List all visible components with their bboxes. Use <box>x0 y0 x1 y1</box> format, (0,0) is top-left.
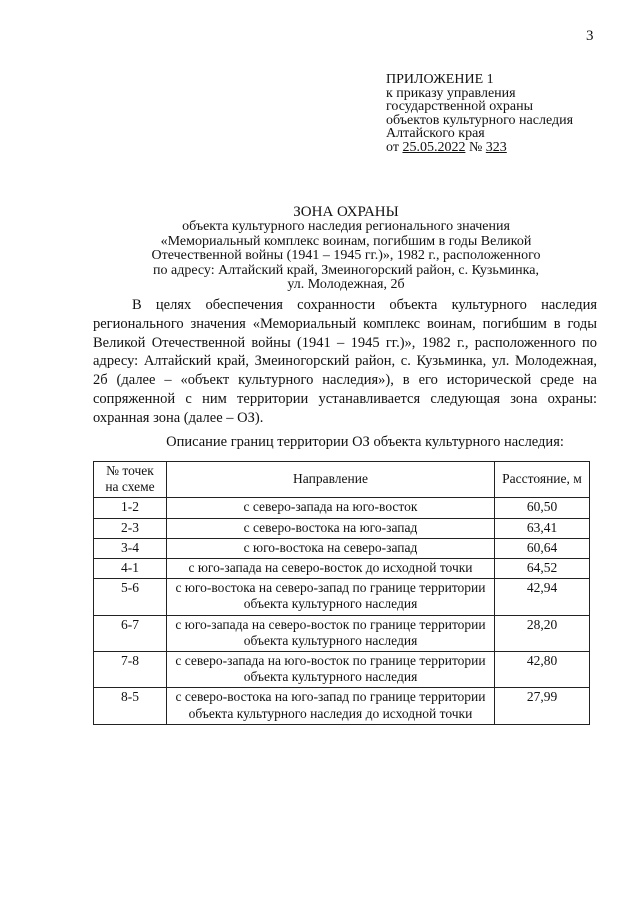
cell-points: 5-6 <box>94 579 167 615</box>
page-number: 3 <box>586 28 594 44</box>
cell-points: 2-3 <box>94 518 167 538</box>
header-points: № точек на схеме <box>94 462 167 498</box>
cell-direction: с северо-запада на юго-восток по границе территории объекта культурного наследия <box>167 652 495 688</box>
table-row <box>94 652 590 688</box>
header-direction: Направление <box>167 462 495 498</box>
date-prefix: от <box>386 139 399 155</box>
cell-direction: с северо-запада на юго-восток <box>167 498 495 518</box>
cell-distance: 64,52 <box>495 559 590 579</box>
cell-distance: 42,80 <box>495 652 590 688</box>
order-number: 323 <box>485 139 507 155</box>
appendix-line: к приказу управления <box>386 85 516 101</box>
heading-line: «Мемориальный комплекс воинам, погибшим в годы Великой <box>160 233 532 249</box>
cell-direction: с юго-запада на северо-восток по границе территории объекта культурного наследия <box>167 615 495 651</box>
heading-line: Отечественной войны (1941 – 1945 гг.)», 1982 г., расположенного <box>151 248 541 264</box>
table-caption: Описание границ территории ОЗ объекта культурного наследия: <box>166 434 564 450</box>
appendix-title: ПРИЛОЖЕНИЕ 1 <box>386 72 494 87</box>
cell-points: 4-1 <box>94 559 167 579</box>
table-row <box>94 498 590 518</box>
cell-points: 8-5 <box>94 688 167 724</box>
order-date: 25.05.2022 <box>402 139 466 155</box>
cell-points: 7-8 <box>94 652 167 688</box>
heading-line: ул. Молодежная, 2б <box>287 277 405 293</box>
number-label: № <box>468 139 483 155</box>
cell-distance: 27,99 <box>495 688 590 724</box>
intro-paragraph: В целях обеспечения сохранности объекта культурного наследия регионального значения «Мемориальный комплекс воинам, погибшим в годы Великой Отечественной войны (1941 – 1945 гг.)», 1982 г., расположенного по адресу: Алтайский край, Змеиногорский район, с. Кузьминка, ул. Молодежная, 2б (далее – «объект культурного наследия»), в его исторической среде на сопряженной с ним территории устанавливается следующая зона охраны: охранная зона (далее – ОЗ). <box>93 297 597 426</box>
heading-line: по адресу: Алтайский край, Змеиногорский район, с. Кузьминка, <box>153 262 539 278</box>
cell-distance: 60,64 <box>495 538 590 558</box>
appendix-line: объектов культурного наследия <box>386 112 574 128</box>
cell-direction: с юго-востока на северо-запад по границе территории объекта культурного наследия <box>167 579 495 615</box>
cell-distance: 60,50 <box>495 498 590 518</box>
cell-distance: 63,41 <box>495 518 590 538</box>
cell-points: 6-7 <box>94 615 167 651</box>
cell-points: 3-4 <box>94 538 167 558</box>
table-header-row <box>94 462 590 498</box>
table-row <box>94 688 590 724</box>
cell-direction: с юго-востока на северо-запад <box>167 538 495 558</box>
zone-title: ЗОНА ОХРАНЫ <box>293 204 399 220</box>
table-row <box>94 518 590 538</box>
cell-points: 1-2 <box>94 498 167 518</box>
cell-direction: с северо-востока на юго-запад <box>167 518 495 538</box>
appendix-date-line <box>386 141 573 155</box>
table-row <box>94 579 590 615</box>
table-row <box>94 538 590 558</box>
header-distance: Расстояние, м <box>495 462 590 498</box>
cell-distance: 42,94 <box>495 579 590 615</box>
cell-direction: с юго-запада на северо-восток до исходной точки <box>167 559 495 579</box>
table-row <box>94 615 590 651</box>
heading-line: объекта культурного наследия регионального значения <box>182 219 510 234</box>
appendix-block <box>386 73 573 155</box>
cell-direction: с северо-востока на юго-запад по границе территории объекта культурного наследия до исходной точки <box>167 688 495 724</box>
appendix-line: государственной охраны <box>386 99 534 115</box>
table-row <box>94 559 590 579</box>
appendix-line: Алтайского края <box>386 126 485 142</box>
zone-heading <box>120 205 572 293</box>
cell-distance: 28,20 <box>495 615 590 651</box>
boundary-table <box>93 461 590 725</box>
